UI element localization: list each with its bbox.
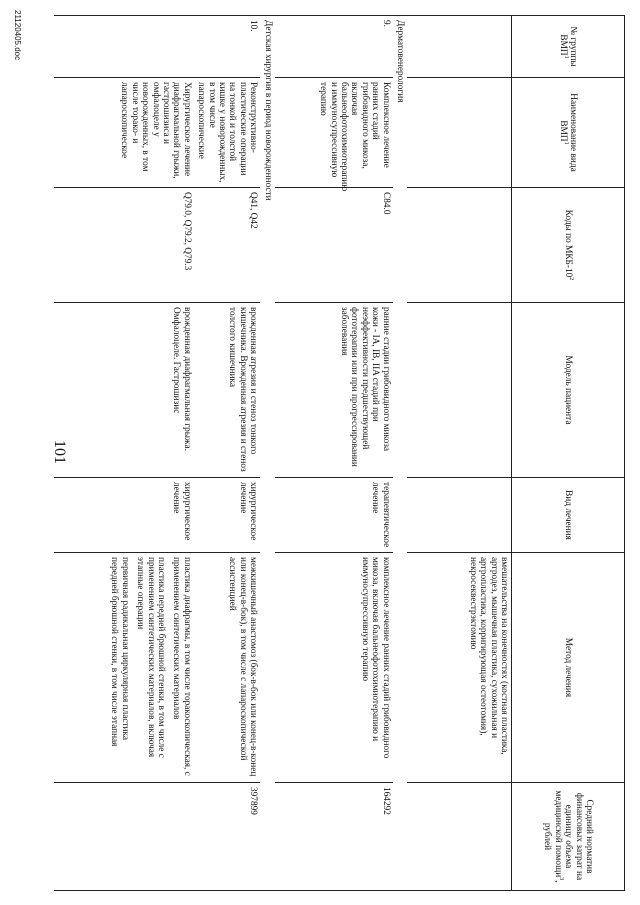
row-method — [194, 553, 260, 783]
document-id: 21120405.doc — [13, 10, 22, 61]
row-icd: C84.0 — [275, 188, 393, 303]
row-model: врожденная диафрагмальная грыжа. Омфалоцеле. Гастрошизис — [54, 303, 194, 478]
row-icd: Q79.0, Q79.2, Q79.3 — [54, 188, 194, 303]
row-type: хирургическое лечение — [54, 478, 194, 553]
header-model: Модель пациента — [512, 303, 625, 478]
header-type: Вид лечения — [512, 478, 625, 553]
section-row — [393, 16, 407, 891]
method-item: комплексное лечение ранних стадий грибовидного микоза, включая бальнеофотохимиотерапию и иммуносупрессивную терапию — [359, 557, 391, 759]
header-group-no: № группы ВМП$^1$ — [512, 16, 625, 78]
row-name: Хирургическое лечение диафрагмальной грыжи, гастрошизиса и омфалоцеле у новорожденных, в том числе торако- и лапароскопическое — [54, 78, 194, 188]
table-row — [194, 16, 260, 891]
row-type: терапевтическое лечение — [275, 478, 393, 553]
continuation-row — [407, 16, 512, 891]
header-row — [512, 16, 625, 891]
row-method — [54, 553, 194, 783]
table-row — [54, 16, 194, 891]
header-icd: Коды по МКБ-$10^2$ — [512, 188, 625, 303]
section-title: Дерматовенерология — [393, 16, 407, 891]
header-cost: Средний норматив финансовых затрат на единицу объема медицинской помощи$^3$, рублей — [512, 783, 625, 891]
row-cost: 397899 — [194, 783, 260, 891]
vmp-table — [54, 15, 625, 891]
row-no: 9. — [275, 16, 393, 78]
continuation-method: вмешательства на конечностях (костная пластика, артродез, мышечная пластика, сухожильная и артропластика, корригирующая остеотомия), некросеквестрэктомию — [407, 553, 512, 783]
row-model: ранние стадии грибовидного микоза кожи - IA, IB, IIA стадий при неэффективности предшествующей фототерапии или при прогрессировании заболевания — [275, 303, 393, 478]
row-type: хирургическое лечение — [194, 478, 260, 553]
header-name: Наименование вида ВМП$^1$ — [512, 78, 625, 188]
row-name: Комплексное лечение ранних стадий грибовидного микоза, включая бальнеофотохимиотерапию и иммуносупрессивную терапию — [275, 78, 393, 188]
method-item: пластика передней брюшной стенки, в том числе с применением синтетических материалов, включая этапные операции — [135, 557, 166, 758]
table-row — [275, 16, 393, 891]
row-cost: 164292 — [275, 783, 393, 891]
row-icd: Q41, Q42 — [194, 188, 260, 303]
section-row — [260, 16, 274, 891]
row-cost — [54, 783, 194, 891]
row-name: Реконструктивно-пластические операции на тонкой и толстой кишке у новорожденных, в том числе лапароскопические — [194, 78, 260, 188]
row-method — [275, 553, 393, 783]
method-item: первичная радикальная циркулярная пластика передней брюшной стенки, в том числе этапная — [109, 557, 130, 747]
row-no: 10. — [194, 16, 260, 78]
row-model: врожденная атрезия и стеноз тонкого кишечника. Врожденная атрезия и стеноз толстого кишечника — [194, 303, 260, 478]
method-item: межкишечный анастомоз (бок-в-бок или конец-в-конец или конец-в-бок), в том числе с лапароскопической ассистенцией — [227, 557, 259, 777]
page-number: 101 — [51, 440, 68, 464]
section-title: Детская хирургия в период новорожденности — [260, 16, 274, 891]
method-item: пластика диафрагмы, в том числе торакоскопическая, с применением синтетических материалов — [171, 557, 192, 776]
row-no — [54, 16, 194, 78]
header-method: Метод лечения — [512, 553, 625, 783]
